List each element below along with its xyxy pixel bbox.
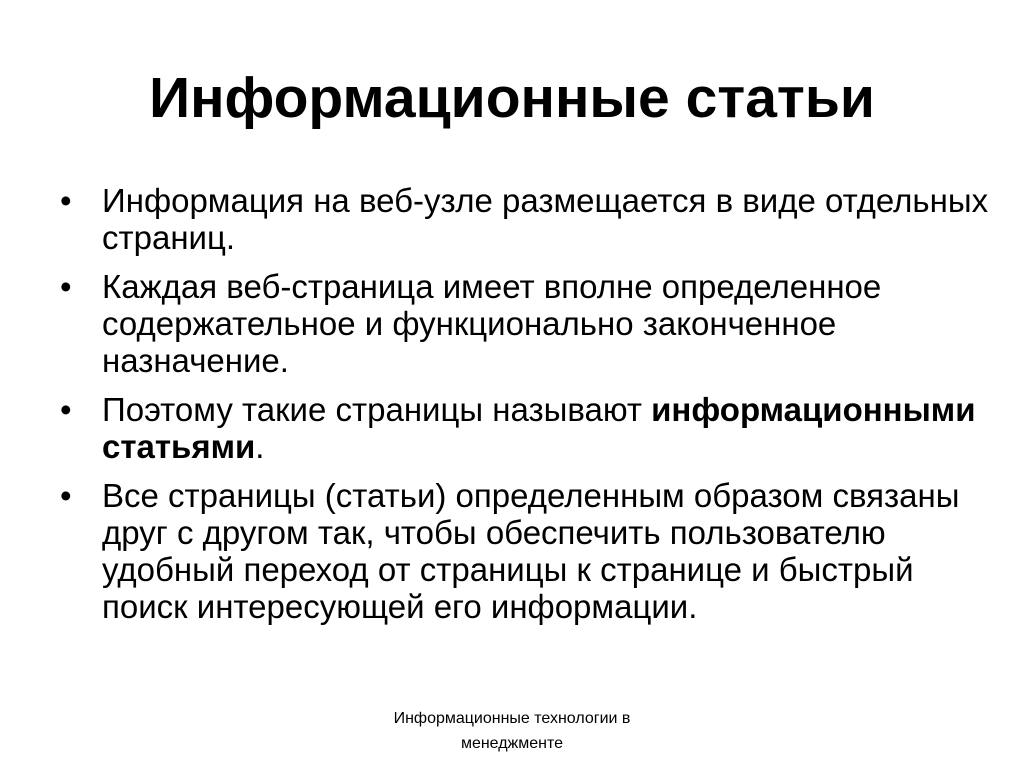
bullet-item bbox=[60, 391, 990, 465]
bullet-item bbox=[60, 182, 990, 256]
bullet-text: Поэтому такие страницы называют bbox=[102, 391, 652, 428]
bullet-marker: • bbox=[60, 268, 72, 305]
bullet-text: Информация на веб-узле размещается в виде отдельных страниц. bbox=[102, 182, 989, 256]
bullet-text-end: . bbox=[255, 428, 265, 465]
bullet-item bbox=[60, 477, 990, 625]
bullet-emphasis: информационными статьями bbox=[102, 391, 976, 465]
bullet-text: Все страницы (статьи) определенным образом связаны друг с другом так, чтобы обеспечить пользователю удобный переход от страницы к странице и быстрый поиск интересующей его информации. bbox=[102, 477, 960, 625]
bullet-text: Каждая веб-страница имеет вполне определенное содержательное и функционально законченное назначение. bbox=[102, 268, 882, 379]
slide-title: Информационные статьи bbox=[149, 66, 875, 130]
slide-footer bbox=[312, 706, 712, 756]
bullet-item bbox=[60, 268, 990, 379]
bullet-list bbox=[60, 182, 990, 637]
bullet-marker: • bbox=[60, 477, 72, 514]
bullet-marker: • bbox=[60, 391, 72, 428]
bullet-marker: • bbox=[60, 182, 72, 219]
footer-line: Информационные технологии в bbox=[393, 710, 631, 727]
footer-line: менеджменте bbox=[460, 735, 564, 752]
